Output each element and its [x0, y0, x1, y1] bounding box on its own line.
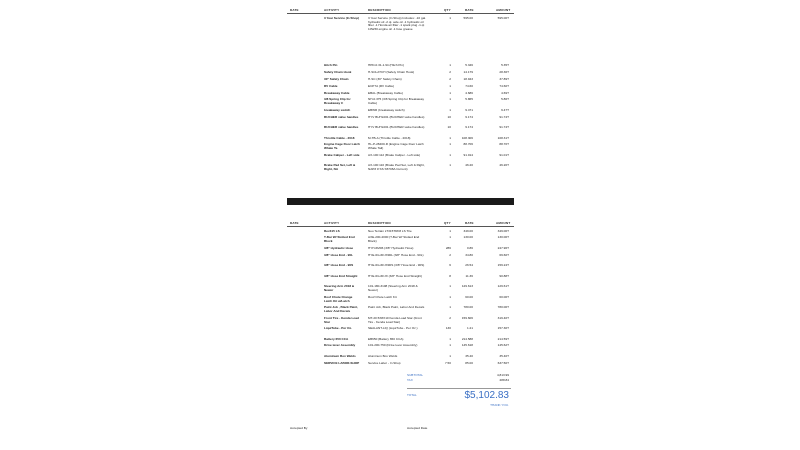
- line-item-amount: 159.24T: [497, 263, 509, 267]
- line-item-description: HYE-6G-6FJX90S (3/8" Hose End - 90S): [368, 263, 425, 267]
- line-item-amount: 74.60T: [499, 84, 509, 88]
- line-item-rate: 349.00: [463, 229, 473, 233]
- line-item-qty: 1: [449, 354, 451, 358]
- header-qty: QTY: [444, 8, 451, 12]
- line-item-qty: 2: [449, 70, 451, 74]
- total-rule: [407, 388, 511, 389]
- line-item-qty: 2: [449, 316, 451, 320]
- line-item-qty: 1: [449, 305, 451, 309]
- line-item-description: 3 Year Service (In Shop) Includes: -10 gal. hydraulic oil -2 qt. axle oil -1 hydraulic oil filter -1 Honda air filter -1 spark plug -1 qt 10W30 engine oil -1 fuse grease: [368, 16, 426, 31]
- line-item-qty: 10: [447, 115, 451, 119]
- line-item-activity: Steering Arm 2018 & Newer: [324, 284, 355, 292]
- line-item-rate: 130.00: [463, 235, 473, 239]
- line-item-description: HYE-6G-6FJX90L (3/8" Hose End - 90L): [368, 253, 424, 257]
- line-item-activity: Hitch Pin: [324, 63, 338, 67]
- line-item-activity: 3 Year Service (In Shop): [324, 16, 360, 20]
- header-description-2: DESCRIPTION: [368, 221, 391, 225]
- line-item-description: AX-100 112 (Brake Caliper - Left side): [368, 153, 421, 157]
- line-item-description: 101-180-3108 (Steering Arm 2018 & Newer): [368, 284, 418, 292]
- line-item-rate: 214.588: [461, 337, 473, 341]
- line-item-activity: Rec315 LS: [324, 229, 340, 233]
- line-item-amount: 129.61T: [497, 284, 509, 288]
- line-item-activity: 3/8" Hose End Straight: [324, 274, 358, 278]
- line-item-rate: 780.00: [463, 305, 473, 309]
- line-item-rate: 26.54: [465, 263, 473, 267]
- line-item-rate: 595.00: [463, 16, 473, 20]
- line-item-description: H-SCLATCH (Safety Chain Hook): [368, 70, 415, 74]
- line-item-amount: 319.40T: [497, 316, 509, 320]
- accepted-by-label: Accepted By: [290, 426, 308, 430]
- line-item-rate: 11.36: [465, 274, 473, 278]
- line-item-qty: 1: [449, 235, 451, 239]
- line-item-description: SEALANT-LIQ (LiquiTube - Per Oz.): [368, 326, 418, 330]
- line-item-description: HYV BUHL001 (BUCHER valve handles): [368, 115, 425, 119]
- line-item-activity: Roof Chute Orange Latch Kit w/Latch: [324, 295, 353, 303]
- line-item-qty: 1: [449, 63, 451, 67]
- line-item-description: AXE-200-4000 (T-Bar W/ Slotted End Block): [368, 235, 420, 243]
- line-item-activity: RV Cable: [324, 84, 338, 88]
- line-item-rate: 74.60: [465, 84, 473, 88]
- line-item-activity: Brake Pad Set, Left & Right, NA: [324, 163, 356, 171]
- line-item-description: HYH-6M06 (3/8" Hydraulic Hose): [368, 246, 414, 250]
- total-label: TOTAL: [407, 393, 417, 397]
- line-item-amount: 130.00T: [497, 235, 509, 239]
- line-item-rate: 5.346: [465, 63, 473, 67]
- line-item-amount: 46.20T: [499, 163, 509, 167]
- line-item-qty: 130: [445, 326, 451, 330]
- line-item-description: EBWR (breakaway switch): [368, 108, 405, 112]
- line-item-rate: 9.471: [465, 108, 473, 112]
- accepted-date-label: Accepted Date: [407, 426, 428, 430]
- line-item-qty: 1: [449, 343, 451, 347]
- tax-label: TAX: [407, 378, 413, 382]
- line-item-amount: 5.35T: [501, 63, 509, 67]
- header-rule-2: [287, 226, 514, 227]
- line-item-description: Roof Chute Latch Kit: [368, 295, 397, 299]
- line-item-amount: 91.74T: [499, 115, 509, 119]
- line-item-amount: 69.60T: [499, 253, 509, 257]
- line-item-activity: Paint Job , Black Paint, Labor And Decals: [324, 305, 359, 313]
- line-item-amount: 108.31T: [497, 136, 509, 140]
- line-item-amount: 5.86T: [501, 97, 509, 101]
- line-item-activity: Aluminum Box Welds: [324, 354, 356, 358]
- line-item-rate: 85.00: [465, 361, 473, 365]
- line-item-amount: 60.00T: [499, 295, 509, 299]
- line-item-description: EBAL (Breakaway Cable): [368, 91, 403, 95]
- line-item-qty: 6: [449, 263, 451, 267]
- line-item-qty: 10: [447, 125, 451, 129]
- line-item-qty: 1: [449, 136, 451, 140]
- line-item-amount: 91.01T: [499, 153, 509, 157]
- line-item-description: HL-P-28400-R (Engine Cage Door Latch Whale Tail): [368, 142, 424, 150]
- line-item-amount: 247.96T: [497, 246, 509, 250]
- line-item-activity: Safety Chain Hook: [324, 70, 352, 74]
- line-item-qty: 2: [449, 253, 451, 257]
- line-item-rate: 0.86: [466, 246, 473, 250]
- line-item-rate: 4.686: [465, 91, 473, 95]
- subtotal-value: 4,813.99: [496, 373, 509, 377]
- line-item-rate: 34.80: [465, 253, 473, 257]
- line-item-qty: 2: [449, 77, 451, 81]
- line-item-qty: 8: [449, 274, 451, 278]
- line-item-qty: 1: [449, 229, 451, 233]
- line-item-qty: 1: [449, 153, 451, 157]
- header-rule: [287, 13, 514, 14]
- line-item-amount: 780.00T: [497, 305, 509, 309]
- line-item-activity: Engine Cage Door Latch Whale Ta: [324, 142, 360, 150]
- line-item-amount: 28.36T: [499, 70, 509, 74]
- line-item-rate: 60.00: [465, 295, 473, 299]
- line-item-activity: LiquiTube - Per Oz.: [324, 326, 352, 330]
- line-item-description: Service Labor - In Shop: [368, 361, 401, 365]
- line-item-amount: 37.89T: [499, 77, 509, 81]
- total-value: $5,102.83: [464, 390, 509, 401]
- line-item-amount: 349.00T: [497, 229, 509, 233]
- tax-value: 288.84: [499, 378, 509, 382]
- line-item-activity: SERVICE LABOR-SHOP: [324, 361, 360, 365]
- line-item-description: MT-20.5X8X10 Kenda Load Star (Front Tire - Kenda Load Star): [368, 316, 422, 324]
- line-item-description: HYE-6G-6FJX (3/8" Hose End Straight): [368, 274, 423, 278]
- line-item-qty: 1: [449, 91, 451, 95]
- line-item-activity: 3/8" Hose End - 90L: [324, 253, 353, 257]
- line-item-description: ECP7A (RV Cable): [368, 84, 395, 88]
- line-item-rate: 159.606: [461, 316, 473, 320]
- line-item-description: HYV BUHL001 (BUCHER valve handles): [368, 125, 425, 129]
- line-item-description: EB650 (Battery 650 CCA): [368, 337, 404, 341]
- line-item-activity: Battery 650 CCA: [324, 337, 349, 341]
- line-item-description: HPD-0.31-1.94 (Hitch Pin): [368, 63, 404, 67]
- line-item-rate: 108.306: [461, 136, 473, 140]
- line-item-rate: 5.865: [465, 97, 473, 101]
- line-item-amount: 145.62T: [497, 343, 509, 347]
- line-item-qty: 1: [449, 16, 451, 20]
- line-item-qty: 1: [449, 284, 451, 288]
- line-item-qty: 1: [449, 295, 451, 299]
- line-item-rate: 35.40: [465, 354, 473, 358]
- line-item-amount: 4.69T: [501, 91, 509, 95]
- line-item-qty: 1: [449, 84, 451, 88]
- line-item-qty: 1: [449, 142, 451, 146]
- line-item-rate: 129.613: [461, 284, 473, 288]
- line-item-rate: 1.21: [466, 326, 473, 330]
- header-activity: ACTIVITY: [324, 8, 340, 12]
- line-item-activity: BUCHER valve handles: [324, 115, 359, 119]
- thank-you-note: THANK YOU.: [490, 403, 509, 407]
- line-item-qty: 1: [449, 108, 451, 112]
- line-item-amount: 9.47T: [501, 108, 509, 112]
- header-rate: RATE: [465, 8, 474, 12]
- line-item-activity: Drive lever Assembly: [324, 343, 356, 347]
- line-item-rate: 9.174: [465, 125, 473, 129]
- line-item-description: M-TB-A (Throttle Cable - 2018): [368, 136, 411, 140]
- line-item-description: Aluminum Box Welds: [368, 354, 398, 358]
- line-item-rate: 18.943: [463, 77, 473, 81]
- line-item-description: Neo Terrain LT315TRF8 LS Tire: [368, 229, 412, 233]
- line-item-description: H-SC (30" Safety Chain): [368, 77, 402, 81]
- line-item-activity: Front Tire - Kenda Load Star: [324, 316, 359, 324]
- page-break-band: [287, 198, 514, 205]
- line-item-amount: 88.70T: [499, 142, 509, 146]
- line-item-activity: Brake Caliper - Left side: [324, 153, 360, 157]
- line-item-rate: 14.179: [463, 70, 473, 74]
- line-item-description: Paint Job, Black Paint, Labor And Decals: [368, 305, 425, 309]
- line-item-amount: 637.50T: [497, 361, 509, 365]
- line-item-qty: 7.50: [444, 361, 451, 365]
- line-item-activity: Breakaway Cable: [324, 91, 350, 95]
- line-item-qty: 286: [445, 246, 451, 250]
- subtotal-label: SUBTOTAL: [407, 373, 424, 377]
- header-date-2: DATE: [290, 221, 299, 225]
- header-qty-2: QTY: [444, 221, 451, 225]
- line-item-amount: 35.40T: [499, 354, 509, 358]
- header-amount-2: AMOUNT: [496, 221, 511, 225]
- line-item-qty: 1: [449, 337, 451, 341]
- line-item-activity: 3/8 Spring Clip for Breakaway C: [324, 97, 351, 105]
- header-description: DESCRIPTION: [368, 8, 391, 12]
- header-activity-2: ACTIVITY: [324, 221, 340, 225]
- line-item-description: NH-0.375 (3/8 Spring Clip for Breakaway Cable): [368, 97, 425, 105]
- line-item-activity: 30" Safety Chain: [324, 77, 349, 81]
- line-item-activity: 3/8" Hose End - 90S: [324, 263, 354, 267]
- line-item-amount: 157.30T: [497, 326, 509, 330]
- line-item-amount: 90.88T: [499, 274, 509, 278]
- line-item-qty: 1: [449, 163, 451, 167]
- line-item-rate: 91.014: [463, 153, 473, 157]
- line-item-amount: 214.59T: [497, 337, 509, 341]
- line-item-activity: T-Bar W/ Slotted End Block: [324, 235, 355, 243]
- header-date: DATE: [290, 8, 299, 12]
- header-amount: AMOUNT: [496, 8, 511, 12]
- line-item-amount: 91.74T: [499, 125, 509, 129]
- line-item-rate: 88.706: [463, 142, 473, 146]
- line-item-activity: BUCHER valve handles: [324, 125, 359, 129]
- header-rate-2: RATE: [465, 221, 474, 225]
- line-item-description: 101-200-750 (Drive lever Assembly): [368, 343, 418, 347]
- line-item-amount: 595.00T: [497, 16, 509, 20]
- line-item-rate: 46.20: [465, 163, 473, 167]
- line-item-activity: 3/8" Hydraulic Hose: [324, 246, 354, 250]
- line-item-qty: 1: [449, 97, 451, 101]
- line-item-activity: breakaway switch: [324, 108, 351, 112]
- line-item-rate: 145.618: [461, 343, 473, 347]
- line-item-description: AX-100 110 (Brake Pad Set, Left & Right, NAP# # SS S5708A Current): [368, 163, 425, 171]
- line-item-activity: Throttle Cable - 2018: [324, 136, 355, 140]
- line-item-rate: 9.174: [465, 115, 473, 119]
